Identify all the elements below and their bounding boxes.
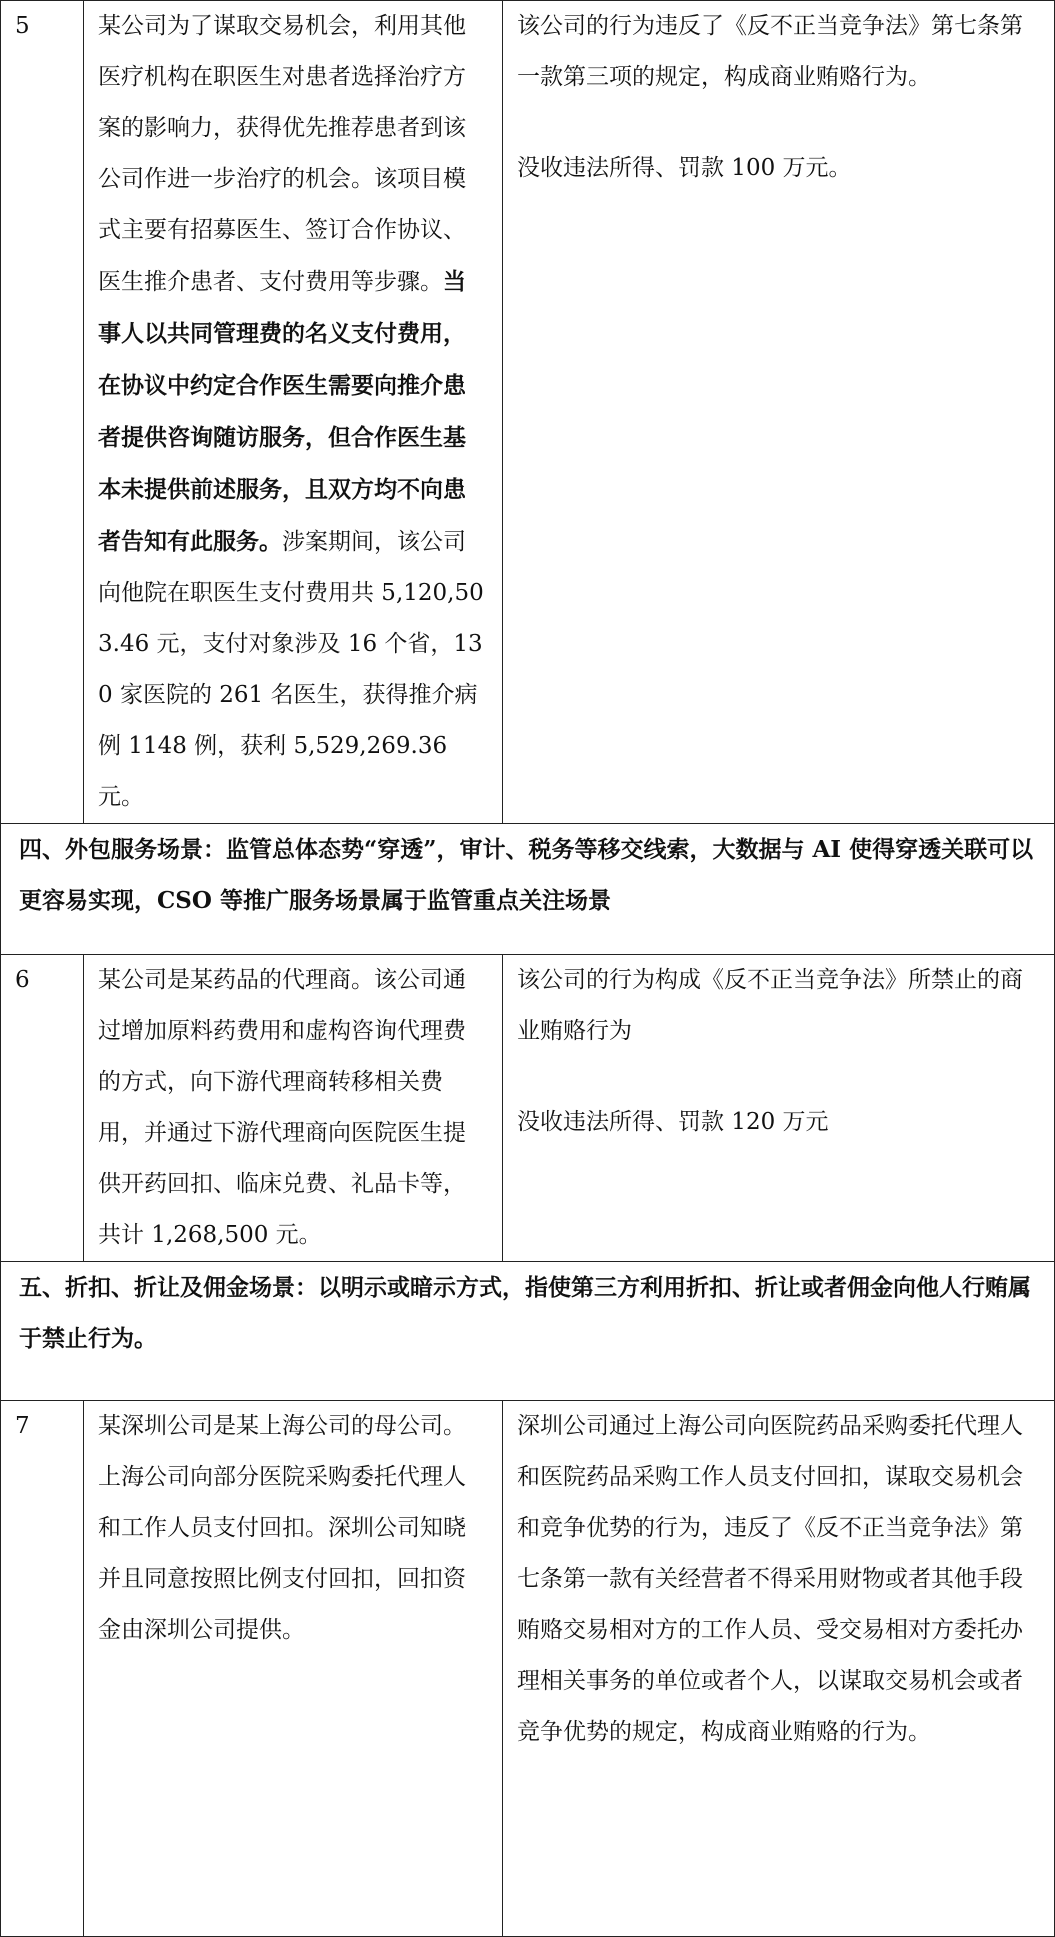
section-heading-cell — [1, 1262, 1055, 1401]
case-facts: 某公司是某药品的代理商。该公司通过增加原料药费用和虚构咨询代理费的方式，向下游代理商转移相关费用，并通过下游代理商向医院医生提供开药回扣、临床兑费、礼品卡等，共计 1,268,500 元。 — [98, 967, 466, 1248]
case-row-7 — [1, 1401, 1055, 1937]
case-ruling-cell — [503, 1, 1055, 824]
case-number: 6 — [15, 967, 30, 993]
case-number-cell — [1, 955, 84, 1262]
case-ruling: 该公司的行为违反了《反不正当竞争法》第七条第一款第三项的规定，构成商业贿赂行为。 — [517, 13, 1023, 90]
case-ruling-cell — [503, 955, 1055, 1262]
spacer — [517, 1057, 1040, 1097]
spacer — [517, 103, 1040, 143]
case-ruling: 深圳公司通过上海公司向医院药品采购委托代理人和医院药品采购工作人员支付回扣，谋取交易机会和竞争优势的行为，违反了《反不正当竞争法》第七条第一款有关经营者不得采用财物或者其他手段贿赂交易相对方的工作人员、受交易相对方委托办理相关事务的单位或者个人，以谋取交易机会或者竞争优势的规定，构成商业贿赂的行为。 — [517, 1413, 1023, 1745]
case-penalty: 没收违法所得、罚款 120 万元 — [517, 1109, 829, 1135]
case-ruling: 该公司的行为构成《反不正当竞争法》所禁止的商业贿赂行为 — [517, 967, 1023, 1044]
case-row-5 — [1, 1, 1055, 824]
case-row-6 — [1, 955, 1055, 1262]
section-heading-cell — [1, 824, 1055, 955]
case-facts-cell — [84, 1, 503, 824]
case-facts-details: 涉案期间，该公司向他院在职医生支付费用共 5,120,503.46 元，支付对象涉及 16 个省，130 家医院的 261 名医生，获得推介病例 1148 例，获利 5,529,269.36 元。 — [98, 529, 484, 810]
section-heading: 五、折扣、折让及佣金场景：以明示或暗示方式，指使第三方利用折扣、折让或者佣金向他人行贿属于禁止行为。 — [19, 1274, 1031, 1352]
case-number-cell — [1, 1401, 84, 1937]
case-ruling-cell — [503, 1401, 1055, 1937]
section-row-5 — [1, 1262, 1055, 1401]
case-facts-intro: 某公司为了谋取交易机会，利用其他医疗机构在职医生对患者选择治疗方案的影响力，获得优先推荐患者到该公司作进一步治疗的机会。该项目模式主要有招募医生、签订合作协议、医生推介患者、支付费用等步骤。 — [98, 13, 466, 295]
case-facts-cell — [84, 955, 503, 1262]
case-number: 5 — [15, 13, 30, 39]
case-facts-emphasis: 当事人以共同管理费的名义支付费用，在协议中约定合作医生需要向推介患者提供咨询随访服务，但合作医生基本未提供前述服务，且双方均不向患者告知有此服务。 — [98, 268, 466, 555]
case-penalty: 没收违法所得、罚款 100 万元。 — [517, 155, 852, 181]
case-number: 7 — [15, 1413, 30, 1439]
case-facts: 某深圳公司是某上海公司的母公司。上海公司向部分医院采购委托代理人和工作人员支付回扣。深圳公司知晓并且同意按照比例支付回扣，回扣资金由深圳公司提供。 — [98, 1413, 466, 1643]
case-number-cell — [1, 1, 84, 824]
case-facts-cell — [84, 1401, 503, 1937]
section-row-4 — [1, 824, 1055, 955]
section-heading: 四、外包服务场景：监管总体态势“穿透”，审计、税务等移交线索，大数据与 AI 使得穿透关联可以更容易实现，CSO 等推广服务场景属于监管重点关注场景 — [19, 836, 1034, 914]
